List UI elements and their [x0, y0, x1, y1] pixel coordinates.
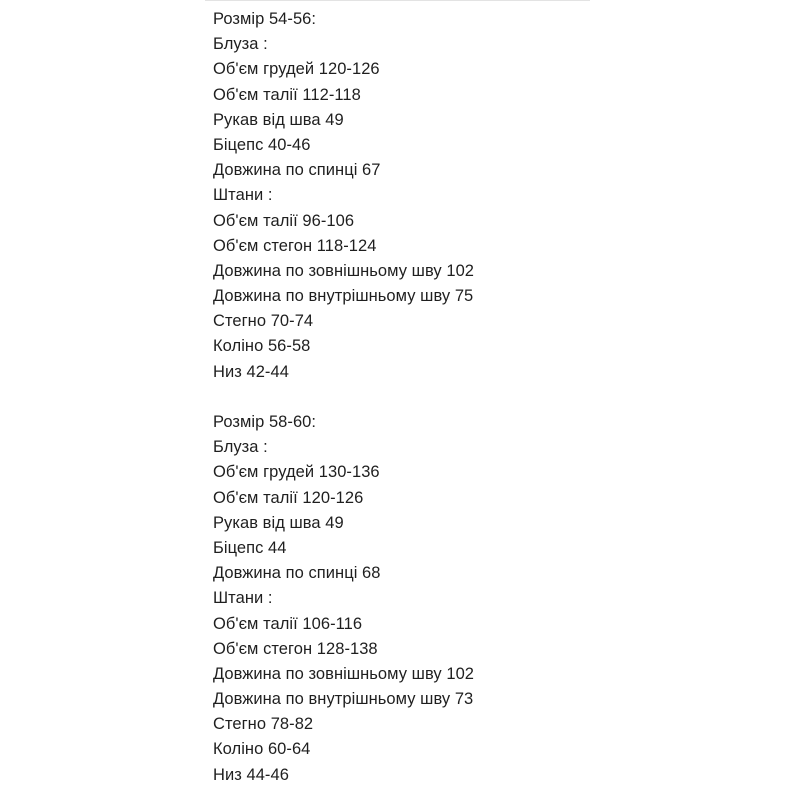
measurement-line: Довжина по спинці 67 [213, 161, 381, 180]
measurement-line: Об'єм талії 112-118 [213, 85, 361, 104]
measurement-line: Об'єм талії 106-116 [213, 614, 363, 633]
size-section-54-56 [213, 7, 633, 385]
pants-measurements [213, 209, 633, 385]
pants-heading: Штани : [213, 186, 273, 205]
measurement-line: Коліно 56-58 [213, 337, 311, 356]
pants-heading: Штани : [213, 589, 273, 608]
measurement-line: Стегно 70-74 [213, 312, 314, 331]
measurement-line: Довжина по спинці 68 [213, 564, 381, 583]
blouse-heading: Блуза : [213, 438, 268, 457]
size-title: Розмір 54-56: [213, 10, 317, 28]
size-chart-text [213, 7, 633, 788]
measurement-line: Стегно 78-82 [213, 715, 314, 734]
size-title: Розмір 58-60: [213, 413, 317, 431]
measurement-line: Рукав від шва 49 [213, 110, 344, 129]
blouse-measurements [213, 460, 633, 586]
measurement-line: Довжина по внутрішньому шву 73 [213, 690, 474, 709]
top-divider [205, 0, 590, 1]
blouse-measurements [213, 57, 633, 183]
blouse-heading: Блуза : [213, 35, 268, 54]
measurement-line: Коліно 60-64 [213, 740, 311, 759]
measurement-line: Біцепс 40-46 [213, 135, 311, 154]
measurement-line: Об'єм стегон 118-124 [213, 236, 377, 255]
measurement-line: Об'єм грудей 130-136 [213, 463, 380, 482]
measurement-line: Низ 44-46 [213, 765, 289, 784]
measurement-line: Довжина по зовнішньому шву 102 [213, 664, 475, 683]
measurement-line: Об'єм грудей 120-126 [213, 60, 380, 79]
measurement-line: Біцепс 44 [213, 538, 287, 557]
measurement-line: Об'єм талії 120-126 [213, 488, 364, 507]
measurement-line: Довжина по зовнішньому шву 102 [213, 261, 475, 280]
measurement-line: Об'єм стегон 128-138 [213, 639, 378, 658]
measurement-line: Низ 42-44 [213, 362, 289, 381]
measurement-line: Об'єм талії 96-106 [213, 211, 355, 230]
size-section-58-60 [213, 410, 633, 788]
pants-measurements [213, 612, 633, 788]
measurement-line: Довжина по внутрішньому шву 75 [213, 287, 474, 306]
measurement-line: Рукав від шва 49 [213, 513, 344, 532]
